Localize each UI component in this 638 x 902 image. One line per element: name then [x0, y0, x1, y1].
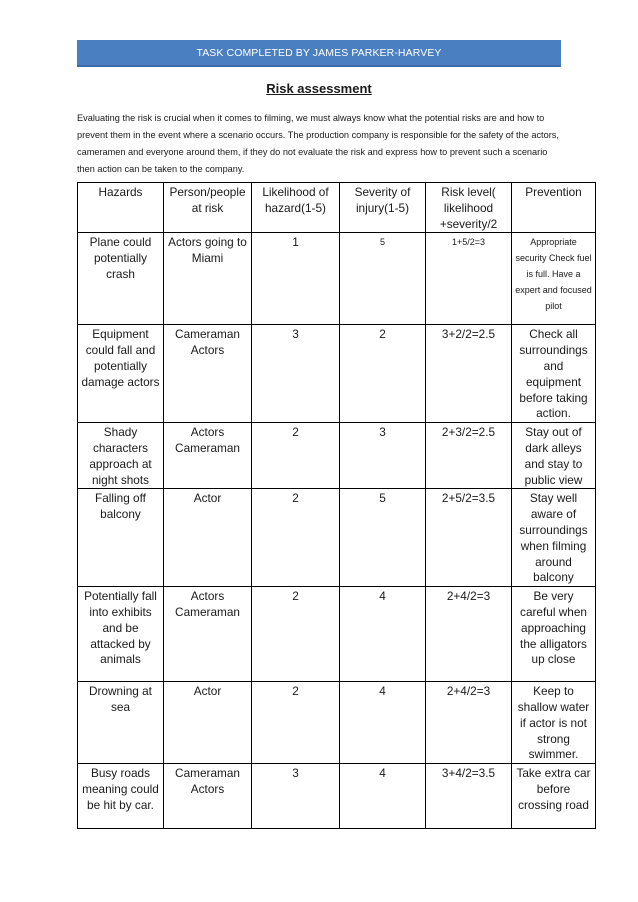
risk-table	[77, 182, 596, 829]
header-likelihood: Likelihood of hazard(1-5)	[252, 183, 340, 233]
cell-hazard: Shady characters approach at night shots	[78, 423, 164, 489]
cell-prevention: Stay well aware of surroundings when filming around balcony	[512, 489, 596, 587]
cell-likelihood: 1	[252, 233, 340, 325]
cell-prevention: Keep to shallow water if actor is not strong swimmer.	[512, 682, 596, 764]
cell-person: Actors Cameraman	[164, 423, 252, 489]
cell-severity: 2	[340, 325, 426, 423]
cell-prevention: Check all surroundings and equipment before taking action.	[512, 325, 596, 423]
cell-likelihood: 2	[252, 423, 340, 489]
cell-severity: 5	[340, 489, 426, 587]
cell-hazard: Falling off balcony	[78, 489, 164, 587]
table-row	[78, 325, 596, 423]
header-hazards: Hazards	[78, 183, 164, 233]
cell-person: Actors going to Miami	[164, 233, 252, 325]
cell-likelihood: 2	[252, 587, 340, 682]
cell-person: Actors Cameraman	[164, 587, 252, 682]
table-row	[78, 233, 596, 325]
table-row	[78, 489, 596, 587]
header-prevention: Prevention	[512, 183, 596, 233]
cell-likelihood: 2	[252, 489, 340, 587]
cell-risk: 3+2/2=2.5	[426, 325, 512, 423]
page-title: Risk assessment	[266, 81, 372, 96]
cell-prevention: Stay out of dark alleys and stay to public view	[512, 423, 596, 489]
table-row	[78, 764, 596, 829]
cell-severity: 4	[340, 764, 426, 829]
cell-hazard: Equipment could fall and potentially damage actors	[78, 325, 164, 423]
cell-likelihood: 2	[252, 682, 340, 764]
cell-person: Actor	[164, 682, 252, 764]
cell-severity: 5	[340, 233, 426, 325]
table-row	[78, 682, 596, 764]
intro-paragraph: Evaluating the risk is crucial when it comes to filming, we must always know what the potential risks are and how to prevent them in the event where a scenario occurs. The production company is responsible for the safety of the actors, cameramen and everyone around them, if they do not evaluate the risk and express how to prevent such a scenario then action can be taken to the company.	[77, 113, 559, 174]
cell-severity: 3	[340, 423, 426, 489]
cell-risk: 3+4/2=3.5	[426, 764, 512, 829]
cell-risk: 2+4/2=3	[426, 587, 512, 682]
cell-risk: 2+3/2=2.5	[426, 423, 512, 489]
cell-likelihood: 3	[252, 325, 340, 423]
cell-hazard: Plane could potentially crash	[78, 233, 164, 325]
cell-person: Actor	[164, 489, 252, 587]
cell-person: Cameraman Actors	[164, 764, 252, 829]
cell-person: Cameraman Actors	[164, 325, 252, 423]
cell-hazard: Potentially fall into exhibits and be attacked by animals	[78, 587, 164, 682]
cell-risk: 1+5/2=3	[426, 233, 512, 325]
table-header-row	[78, 183, 596, 233]
cell-risk: 2+5/2=3.5	[426, 489, 512, 587]
cell-risk: 2+4/2=3	[426, 682, 512, 764]
header-severity: Severity of injury(1-5)	[340, 183, 426, 233]
cell-severity: 4	[340, 587, 426, 682]
cell-prevention: Appropriate security Check fuel is full. Have a expert and focused pilot	[512, 233, 596, 325]
cell-likelihood: 3	[252, 764, 340, 829]
cell-hazard: Drowning at sea	[78, 682, 164, 764]
cell-severity: 4	[340, 682, 426, 764]
table-row	[78, 423, 596, 489]
header-risk-level: Risk level( likelihood +severity/2	[426, 183, 512, 233]
header-banner-text: TASK COMPLETED BY JAMES PARKER-HARVEY	[196, 46, 442, 59]
cell-hazard: Busy roads meaning could be hit by car.	[78, 764, 164, 829]
header-banner	[77, 40, 561, 67]
header-person: Person/people at risk	[164, 183, 252, 233]
cell-prevention: Be very careful when approaching the alligators up close	[512, 587, 596, 682]
table-row	[78, 587, 596, 682]
cell-prevention: Take extra car before crossing road	[512, 764, 596, 829]
